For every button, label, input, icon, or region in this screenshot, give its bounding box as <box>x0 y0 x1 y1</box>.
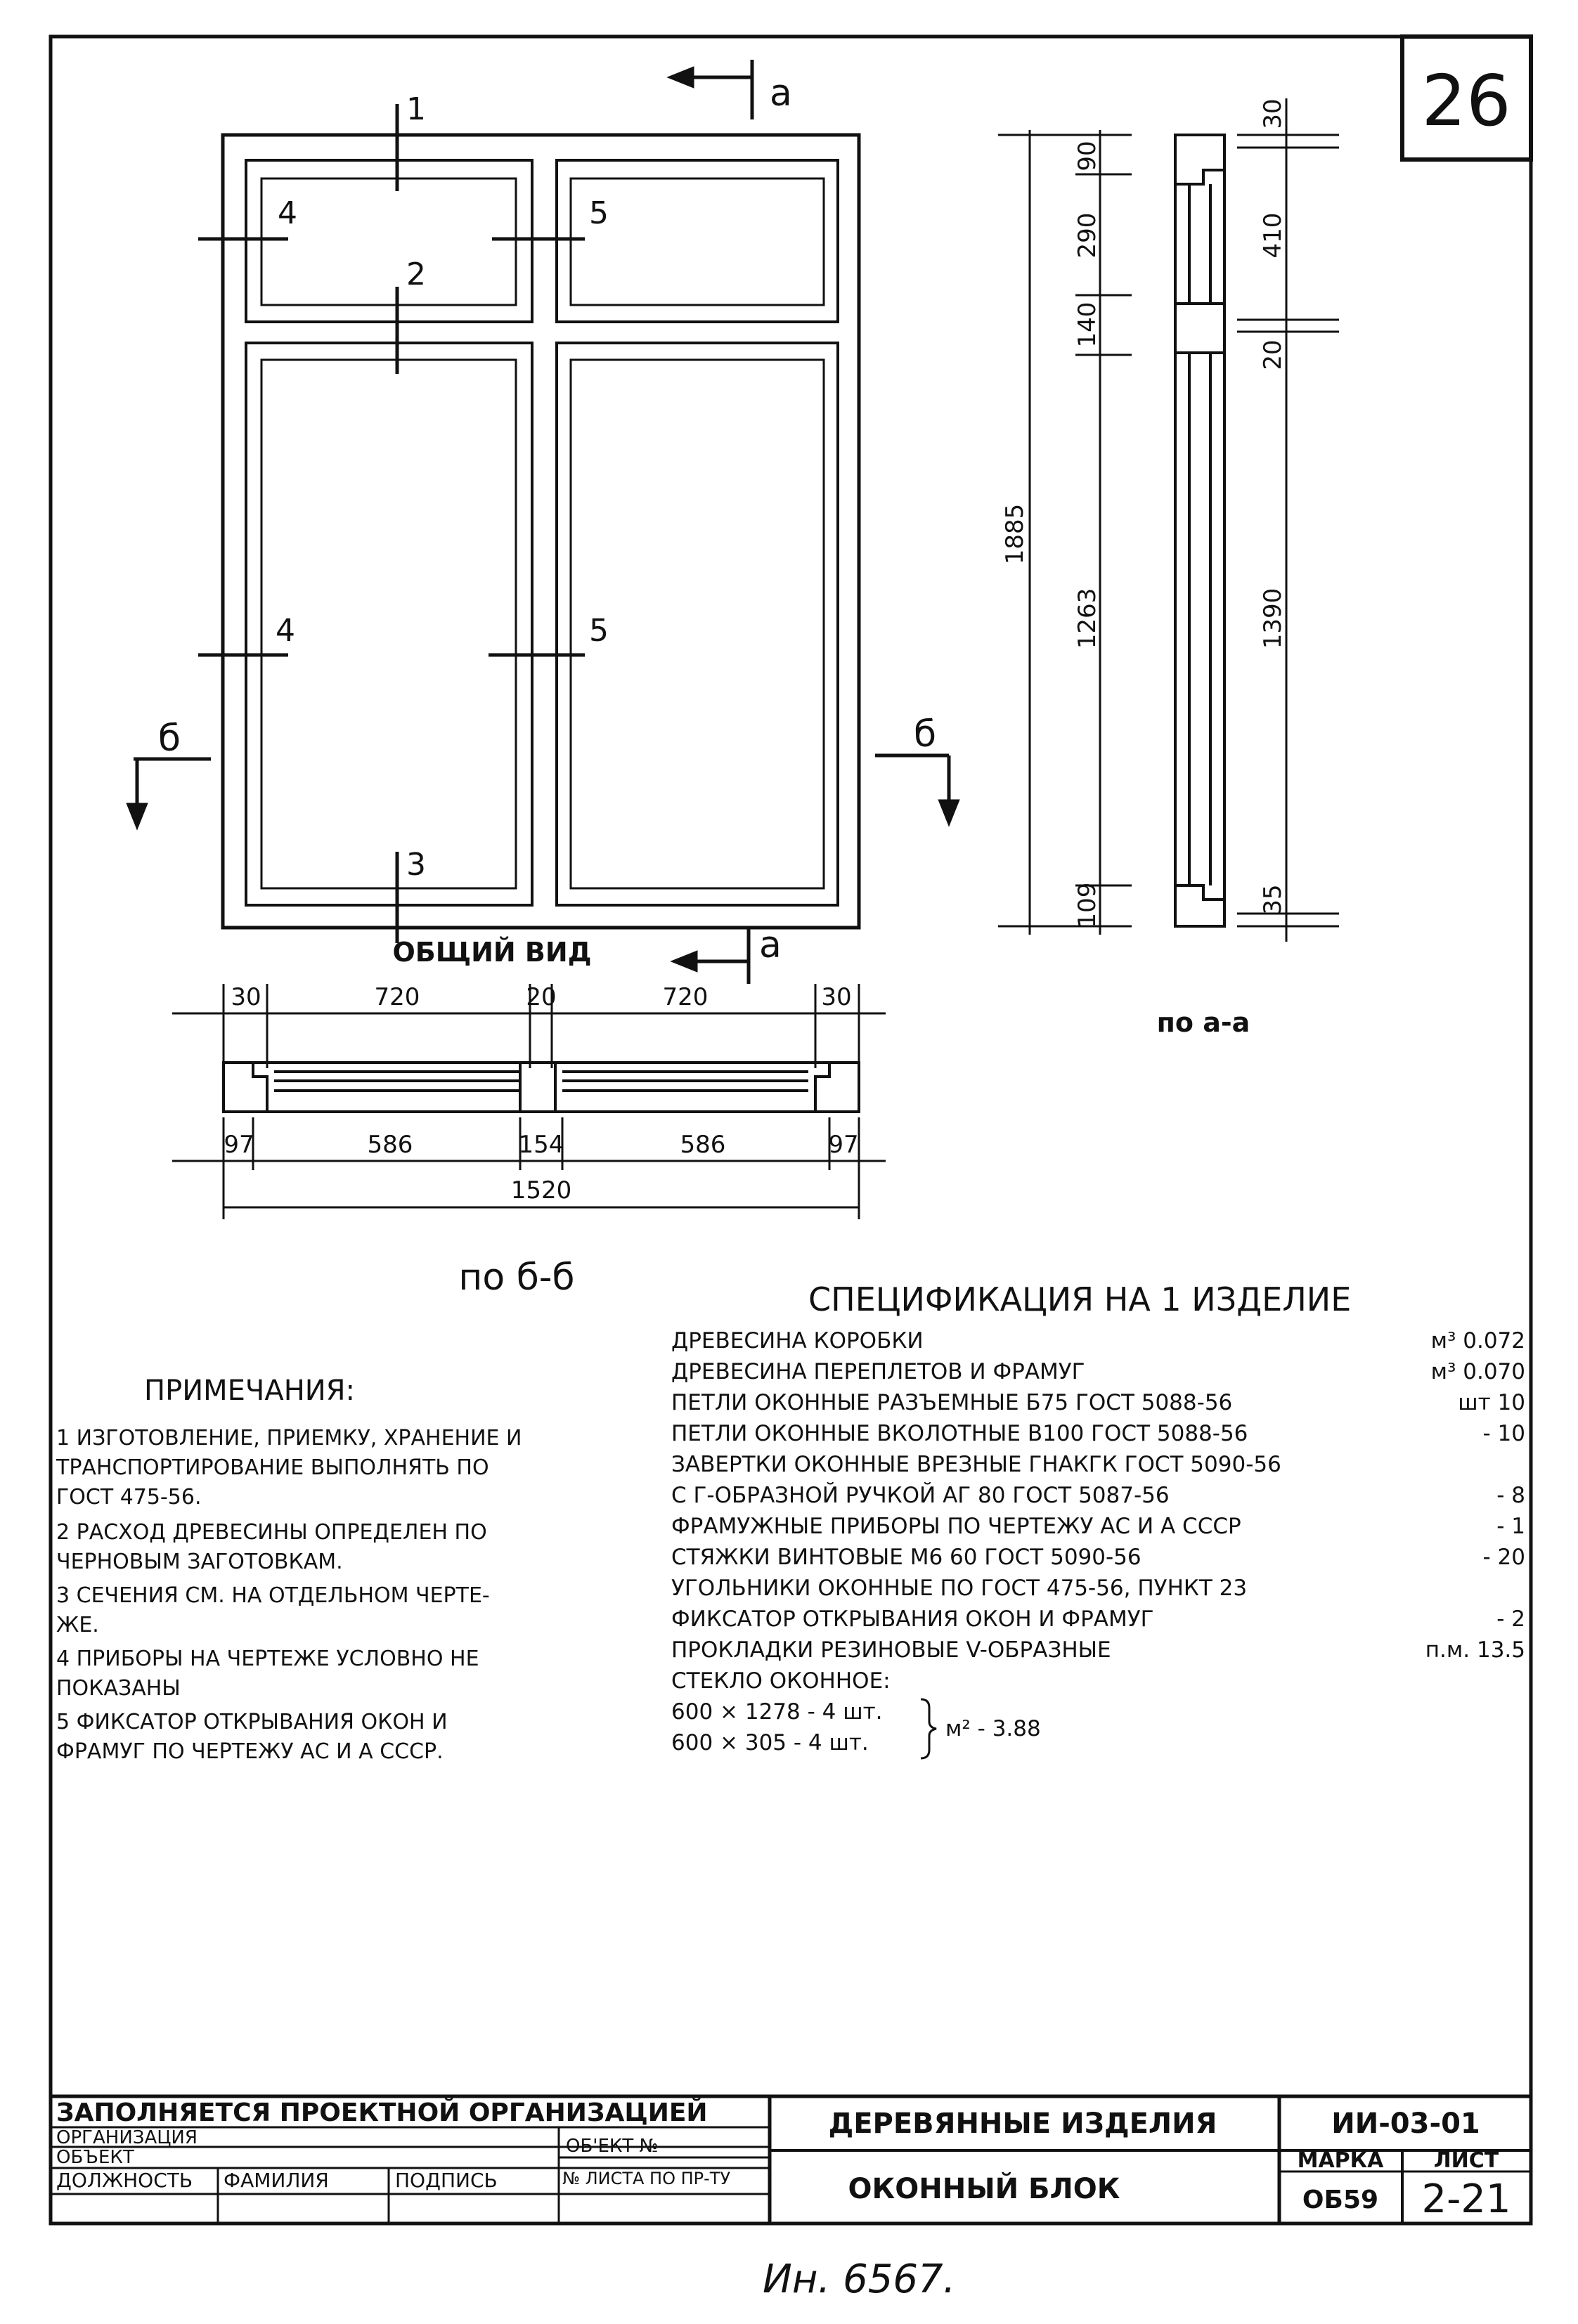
plan-dim-bottom-4: 586 <box>680 1131 726 1159</box>
left-dim-2: 290 <box>1073 212 1101 259</box>
sheet-number-box <box>1402 37 1531 160</box>
glass-line: 600 × 1278 - 4 шт. <box>671 1699 883 1725</box>
spec-row-qty: - 2 <box>1496 1606 1525 1632</box>
sheet-label: ЛИСТ <box>1433 2148 1499 2173</box>
section-b-arrow-left <box>129 759 211 826</box>
sheet-frame <box>51 37 1531 2224</box>
plan-overall-dim: 1520 <box>510 1176 572 1205</box>
right-dim-3: 20 <box>1259 339 1287 370</box>
callout-5-mid: 5 <box>589 613 609 649</box>
section-cuts <box>198 104 585 943</box>
notes-list <box>56 1426 522 1764</box>
fill-note: ЗАПОЛНЯЕТСЯ ПРОЕКТНОЙ ОРГАНИЗАЦИЕЙ <box>56 2098 708 2127</box>
col-surname: ФАМИЛИЯ <box>224 2169 329 2192</box>
callout-3: 3 <box>406 847 426 883</box>
spec-row-name: ПРОКЛАДКИ РЕЗИНОВЫЕ V-ОБРАЗНЫЕ <box>671 1637 1111 1663</box>
col-signature: ПОДПИСЬ <box>395 2169 498 2192</box>
section-bb-label: по б-б <box>458 1257 575 1299</box>
note-line: ФРАМУГ ПО ЧЕРТЕЖУ АС И А СССР. <box>56 1739 444 1764</box>
category-title: ДЕРЕВЯННЫЕ ИЗДЕЛИЯ <box>828 2108 1217 2140</box>
plan-dim-bottom-3: 154 <box>518 1131 564 1159</box>
note-line: 4 ПРИБОРЫ НА ЧЕРТЕЖЕ УСЛОВНО НЕ <box>56 1647 479 1671</box>
spec-row-name: ФРАМУЖНЫЕ ПРИБОРЫ ПО ЧЕРТЕЖУ АС И А СССР <box>671 1514 1241 1539</box>
plan-dim-top-3: 20 <box>526 983 557 1011</box>
spec-row-qty: м³ 0.070 <box>1430 1359 1525 1384</box>
section-aa-label: по а-а <box>1156 1007 1250 1038</box>
note-line: ТРАНСПОРТИРОВАНИЕ ВЫПОЛНЯТЬ ПО <box>56 1455 489 1480</box>
section-b-label-left: б <box>158 718 181 760</box>
general-view <box>223 135 859 928</box>
note-line: 3 СЕЧЕНИЯ СМ. НА ОТДЕЛЬНОМ ЧЕРТЕ- <box>56 1583 490 1608</box>
glass-total: м² - 3.88 <box>945 1716 1041 1741</box>
note-line: ГОСТ 475-56. <box>56 1485 202 1510</box>
spec-row-name: ФИКСАТОР ОТКРЫВАНИЯ ОКОН И ФРАМУГ <box>671 1606 1154 1632</box>
glass-line: 600 × 305 - 4 шт. <box>671 1730 869 1755</box>
object-label: ОБЪЕКТ <box>56 2147 134 2168</box>
product-title: ОКОННЫЙ БЛОК <box>848 2173 1120 2205</box>
spec-row-qty: - 20 <box>1482 1545 1525 1570</box>
general-view-label: ОБЩИЙ ВИД <box>392 937 592 968</box>
callout-4-top: 4 <box>278 195 297 231</box>
section-a-arrow-top <box>671 60 752 119</box>
spec-row-qty: - 8 <box>1496 1483 1525 1508</box>
section-a-label-top: а <box>770 72 792 115</box>
callout-5-top: 5 <box>589 195 609 231</box>
plan-dim-bottom-1: 97 <box>224 1131 254 1159</box>
spec-row-name: ПЕТЛИ ОКОННЫЕ ВКОЛОТНЫЕ В100 ГОСТ 5088-56 <box>671 1421 1248 1446</box>
spec-row-name: ПЕТЛИ ОКОННЫЕ РАЗЪЕМНЫЕ Б75 ГОСТ 5088-56 <box>671 1390 1233 1415</box>
vertical-section-aa <box>998 98 1339 942</box>
spec-row-name: УГОЛЬНИКИ ОКОННЫЕ ПО ГОСТ 475-56, ПУНКТ 23 <box>671 1576 1248 1601</box>
object-no: ОБ'ЕКТ № <box>566 2136 659 2157</box>
left-overall-dim: 1885 <box>1001 503 1029 565</box>
spec-title: СПЕЦИФИКАЦИЯ НА 1 ИЗДЕЛИЕ <box>808 1280 1352 1318</box>
callout-4-mid: 4 <box>276 613 295 649</box>
notes-title: ПРИМЕЧАНИЯ: <box>144 1375 355 1407</box>
spec-row-name: СТЕКЛО ОКОННОЕ: <box>671 1668 891 1694</box>
spec-row-name: ДРЕВЕСИНА КОРОБКИ <box>671 1328 924 1353</box>
left-dim-1: 90 <box>1073 141 1101 171</box>
inventory-note: Ин. 6567. <box>763 2257 956 2302</box>
org-label: ОРГАНИЗАЦИЯ <box>56 2127 198 2148</box>
spec-table <box>671 1328 1525 1758</box>
plan-dim-top-4: 720 <box>662 983 709 1011</box>
right-dim-4: 1390 <box>1259 588 1287 649</box>
right-dim-1: 30 <box>1259 98 1287 129</box>
note-line: 1 ИЗГОТОВЛЕНИЕ, ПРИЕМКУ, ХРАНЕНИЕ И <box>56 1426 522 1450</box>
plan-dim-top-5: 30 <box>821 983 852 1011</box>
spec-row-qty: - 1 <box>1496 1514 1525 1539</box>
spec-row-qty: шт 10 <box>1458 1390 1525 1415</box>
sheet-value: 2-21 <box>1421 2176 1511 2222</box>
section-b-label-right: б <box>914 713 937 755</box>
plan-dim-top-2: 720 <box>374 983 420 1011</box>
plan-dim-bottom-2: 586 <box>367 1131 413 1159</box>
section-a-arrow-bottom <box>675 926 749 984</box>
spec-row-qty: м³ 0.072 <box>1430 1328 1525 1353</box>
spec-row-name: С Г-ОБРАЗНОЙ РУЧКОЙ АГ 80 ГОСТ 5087-56 <box>671 1483 1170 1508</box>
glass-brace <box>921 1699 936 1758</box>
spec-row-qty: - 10 <box>1482 1421 1525 1446</box>
callout-2: 2 <box>406 257 426 292</box>
note-line: ЧЕРНОВЫМ ЗАГОТОВКАМ. <box>56 1550 343 1574</box>
sheet-in-project: № ЛИСТА ПО ПР-ТУ <box>562 2169 731 2188</box>
plan-dim-top-1: 30 <box>231 983 261 1011</box>
callout-1: 1 <box>406 91 426 127</box>
left-dim-3: 140 <box>1073 301 1101 348</box>
plan-dim-bottom-5: 97 <box>828 1131 859 1159</box>
right-dim-2: 410 <box>1259 212 1287 259</box>
spec-row-name: ДРЕВЕСИНА ПЕРЕПЛЕТОВ И ФРАМУГ <box>671 1359 1085 1384</box>
col-position: ДОЛЖНОСТЬ <box>56 2169 193 2192</box>
mark-label: МАРКА <box>1297 2148 1384 2173</box>
mark-value: ОБ59 <box>1302 2186 1379 2214</box>
note-line: ПОКАЗАНЫ <box>56 1676 181 1701</box>
section-a-label-bottom: а <box>759 924 782 966</box>
right-dim-5: 35 <box>1259 884 1287 915</box>
sheet-number: 26 <box>1421 60 1511 142</box>
note-line: ЖЕ. <box>56 1613 99 1637</box>
section-b-arrow-right <box>875 755 957 822</box>
note-line: 5 ФИКСАТОР ОТКРЫВАНИЯ ОКОН И <box>56 1710 448 1734</box>
doc-code: ИИ-03-01 <box>1331 2108 1480 2140</box>
spec-row-name: ЗАВЕРТКИ ОКОННЫЕ ВРЕЗНЫЕ ГНАКГК ГОСТ 5090-56 <box>671 1452 1281 1477</box>
left-dim-4: 1263 <box>1073 588 1101 649</box>
spec-row-name: СТЯЖКИ ВИНТОВЫЕ М6 60 ГОСТ 5090-56 <box>671 1545 1142 1570</box>
spec-row-qty: п.м. 13.5 <box>1425 1637 1525 1663</box>
note-line: 2 РАСХОД ДРЕВЕСИНЫ ОПРЕДЕЛЕН ПО <box>56 1520 487 1545</box>
left-dim-5: 109 <box>1073 882 1101 928</box>
